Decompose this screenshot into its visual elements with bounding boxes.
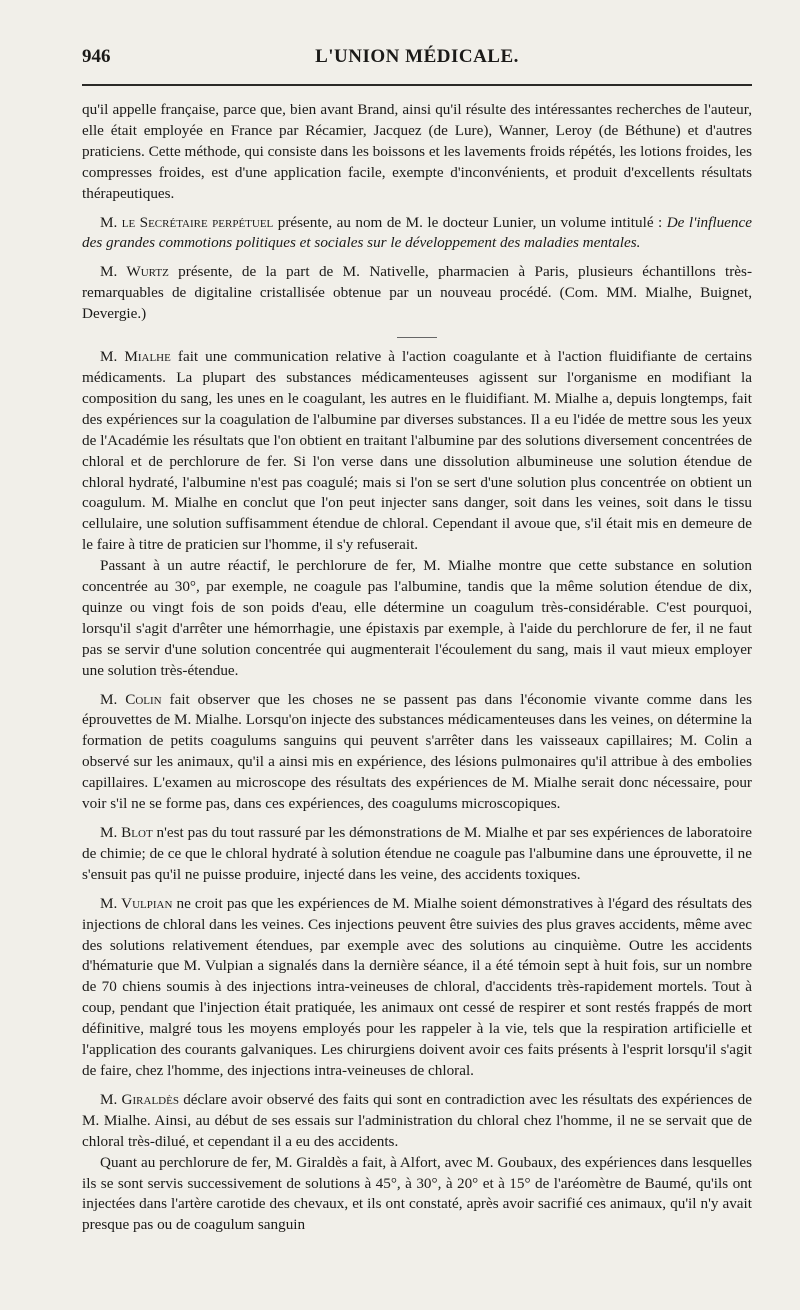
paragraph-8 [82,894,752,1082]
paragraph-4-text: fait une communication relative à l'action coagulante et à l'action fluidifiante de certains médicaments. La plupart des substances médicamenteuses agissent sur l'organisme en modifiant la composition du sang, les unes en le coagulant, les autres en le fluidifiant. M. Mialhe a, depuis longtemps, fait des expériences sur la coagulation de l'albumine par diverses substances. Il a eu l'idée de mettre sous les yeux de l'Académie les résultats que l'on obtient en traitant l'albumine par des solutions diversement concentrées de chloral et de perchlorure de fer. Si l'on verse dans une dissolution albumineuse une solution étendue de chloral hydraté, l'albumine n'est pas coagulé; mais si l'on se sert d'une solution plus concentrée on obtient un coagulum. M. Mialhe en conclut que l'on peut injecter sans danger, soit dans les veines, soit dans le tissu cellulaire, une solution suffisamment étendue de chloral. Cependant il avoue que, s'il était mis en demeure de le faire à titre de praticien sur l'homme, il s'y refuserait. [82,348,752,554]
paragraph-8-text: ne croit pas que les expériences de M. Mialhe soient démonstratives à l'égard des résultats des injections de chloral dans les veines. Ces injections peuvent être suivies des plus graves accidents, même avec des solutions relativement étendues, par exemple avec des solutions au cinquième. Outre les accidents d'hématurie que M. Vulpian a signalés dans la dernière séance, il a été témoin sept à huit fois, sur un nombre de 70 chiens soumis à des injections intra-veineuses de chloral, d'accidents très-rapidement mortels. Tout à coup, pendant que l'injection était pratiquée, les animaux ont cessé de respirer et sont restés frappés de mort définitive, malgré tous les moyens employés pour les rappeler à la vie, tels que la respiration artificielle et l'application des courants galvaniques. Les chirurgiens doivent avoir ces faits présents à l'esprit lorsqu'il s'agit de faire, chez l'homme, des injections intra-veineuses de chloral. [82,894,753,1079]
paragraph-7-text: n'est pas du tout rassuré par les démonstrations de M. Mialhe et par ses expériences de laboratoire de chimie; de ce que le chloral hydraté à solution étendue ne coagule pas l'albumine dans une éprouvette, il ne s'ensuit pas qu'il ne puisse produire, injecté dans les veine, des accidents toxiques. [82,824,752,883]
section-divider [82,325,752,347]
paragraph-2 [82,213,752,255]
book-title: De l'influence des grandes commotions politiques et sociales sur le développement des maladies mentales. [82,213,752,252]
speaker-giraldes: M. Giraldès [100,1090,179,1108]
paragraph-7 [82,823,752,886]
header-rule [82,84,752,86]
paragraph-3 [82,262,752,325]
speaker-blot: M. Blot [100,824,153,841]
paragraph-3-text: présente, de la part de M. Nativelle, pharmacien à Paris, plusieurs échantillons très-remarquables de digitaline cristallisée obtenue par un nouveau procédé. (Com. MM. Mialhe, Buignet, Devergie.) [82,263,753,323]
speaker-secretaire: M. le Secrétaire perpétuel [100,213,274,231]
paragraph-10: Quant au perchlorure de fer, M. Giraldès a fait, à Alfort, avec M. Goubaux, des expériences dans lesquelles ils se sont servis successivement de solutions à 45°, à 30°, à 20° et à 15° de l'aréomètre de Baumé, qu'ils ont injectées dans l'artère carotide des chevaux, et ils ont constaté, après avoir sacrifié ces animaux, qu'il n'y avait presque pas ou de coagulum sanguin [82,1153,752,1234]
speaker-colin: M. Colin [100,690,162,708]
paragraph-2-text: présente, au nom de M. le docteur Lunier, un volume intitulé : [273,213,667,231]
paragraph-6 [82,690,752,815]
paragraph-1: qu'il appelle française, parce que, bien avant Brand, ainsi qu'il résulte des intéressantes recherches de l'auteur, elle était employée en France par Récamier, Jacquez (de Lure), Wanner, Leroy (de Béthune) et d'autres praticiens. Cette méthode, qui consiste dans les boissons et les lavements froids répétés, les lotions froides, les compresses froides, est d'une application facile, exempte d'inconvénients, et produit d'excellents résultats thérapeutiques. [82,101,752,202]
speaker-mialhe: M. Mialhe [100,348,171,366]
paragraph-9 [82,1090,752,1153]
page-number: 946 [82,46,111,67]
paragraph-4 [82,347,752,556]
paragraph-6-text: fait observer que les choses ne se passent pas dans l'économie vivante comme dans les éprouvettes de M. Mialhe. Lorsqu'on injecte des substances médicamenteuses dans les veines, on détermine la formation de petits coagulums sanguins qui peuvent s'arrêter dans les vaisseaux capillaires; M. Colin a observé sur les animaux, qu'il a ainsi mis en expérience, des lésions pulmonaires qu'il attribue à des embolies capillaires. L'examen au microscope des résultats des expériences de M. Mialhe serait donc nécessaire, pour voir s'il ne se forme pas, dans ces expériences, des coagulums microscopiques. [82,690,753,813]
paragraph-9-text: déclare avoir observé des faits qui sont en contradiction avec les résultats des expériences de M. Mialhe. Ainsi, au début de ses essais sur l'administration du chloral chez l'homme, il ne se servait que de chloral très-dilué, et cependant il a eu des accidents. [82,1090,753,1150]
paragraph-5: Passant à un autre réactif, le perchlorure de fer, M. Mialhe montre que cette substance en solution concentrée au 30°, par exemple, ne coagule pas l'albumine, tandis que la même solution étendue de dix, quinze ou vingt fois de son poids d'eau, elle détermine un coagulum très-considérable. C'est pourquoi, lorsqu'il s'agit d'arrêter une hémorrhagie, une épistaxis par exemple, à l'aide du perchlorure de fer, il ne faut pas se servir d'une solution concentrée qui augmenterait l'écoulement du sang, mais il vaut mieux employer une solution très-étendue. [82,557,752,679]
running-title: L'UNION MÉDICALE. [315,46,519,67]
speaker-wurtz: M. Wurtz [100,263,169,281]
page-header [82,46,752,76]
speaker-vulpian: M. Vulpian [100,894,173,912]
